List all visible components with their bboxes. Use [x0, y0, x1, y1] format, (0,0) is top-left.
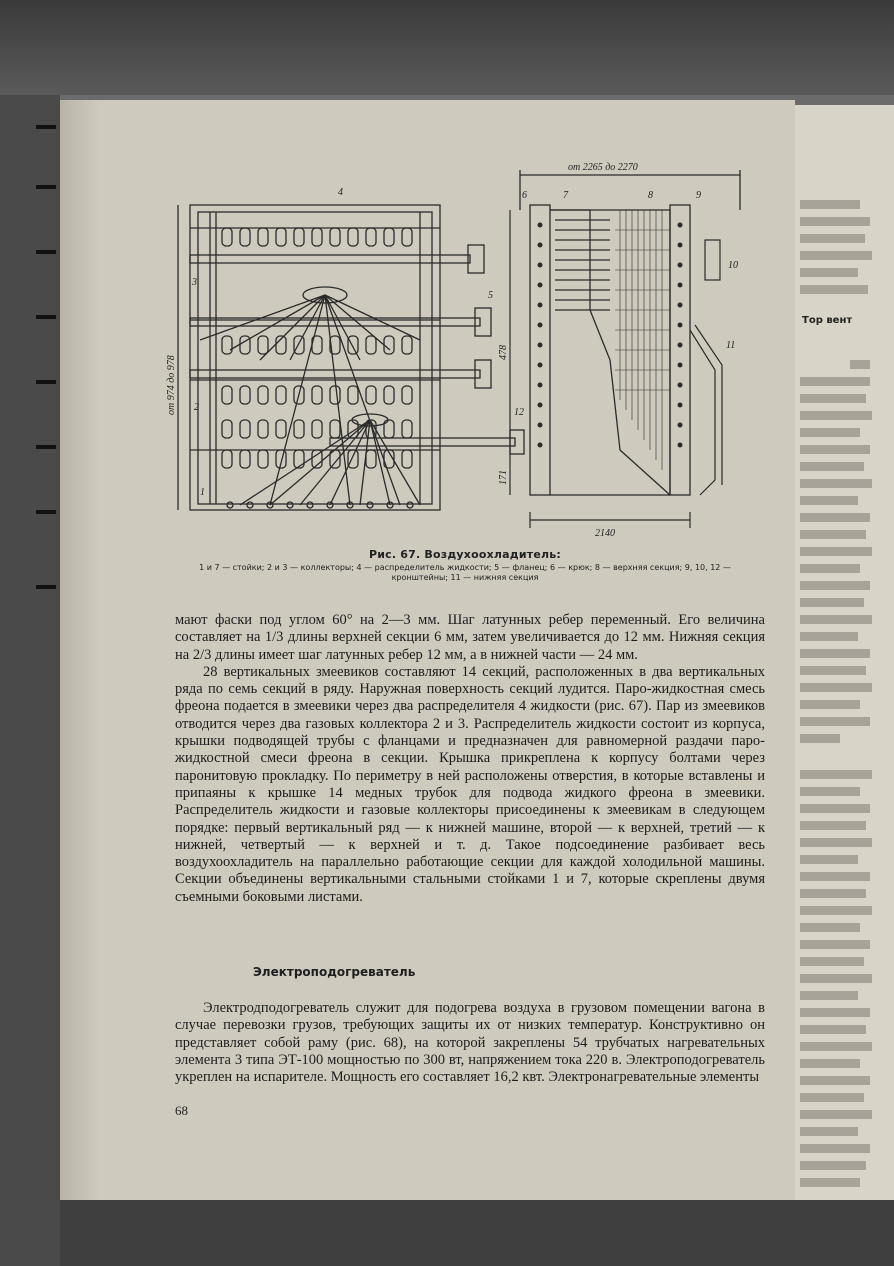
paragraph: 28 вертикальных змеевиков составляют 14 секций, расположенных в два вертикальных ряда по семь секций в ряду. Наружная поверхность секций лудится. Паро-жидкостная смесь фреона подается в змеевики через два распределителя 4 жидкости (рис. 67). Пар из змеевиков отводится через два газовых коллектора 2 и 3. Распределитель жидкости состоит из корпуса, крышки подводящей трубы с фланцами и предназначен для равномерной раздачи паро-жидкостной смеси фреона в секции. Крышка прикреплена к корпусу болтами через паронитовую прокладку. По периметру в ней расположены отверстия, в которые вставлены и припаяны к крышке 14 медных трубок для подвода жидкого фреона в змеевики. Распределитель жидкости и газовые коллекторы присоединены к змеевикам в следующем порядке: первый вертикальный ряд — к нижней машине, второй — к верхней, третий — к нижней, четвертый — к верхней и т. д. Такое подсоединение разбивает весь воздухоохладитель на параллельно работающие секции для каждой холодильной машины. Секции объединены вертикальными стальными стойками 1 и 7, которые скреплены двумя съемными боковыми листами. — [175, 663, 765, 905]
callout-6: 6 — [522, 190, 527, 201]
body-text-lower — [175, 1000, 765, 1086]
callout-4: 4 — [338, 187, 343, 198]
callout-10: 10 — [728, 260, 738, 271]
air-cooler-drawing — [166, 150, 760, 550]
dimension-top: от 2265 до 2270 — [568, 162, 638, 173]
scan-background-top — [0, 0, 894, 95]
adjacent-page — [790, 105, 894, 1200]
callout-12: 12 — [514, 407, 524, 418]
body-text-upper — [175, 612, 765, 906]
figure-caption-legend: 1 и 7 — стойки; 2 и 3 — коллекторы; 4 — распределитель жидкости; 5 — фланец; 6 — крюк; 8 — верхняя секция; 9, 10, 12 — кронштейны; 11 — нижняя секция — [199, 563, 731, 582]
page-number: 68 — [175, 1103, 188, 1118]
figure-caption — [175, 548, 755, 583]
adjacent-page-heading: Тор вент — [802, 315, 853, 326]
book-spine-edge — [0, 95, 60, 1266]
dimension-478: 478 — [498, 345, 509, 360]
dimension-bottom: 2140 — [595, 528, 615, 539]
callout-8: 8 — [648, 190, 653, 201]
callout-5: 5 — [488, 290, 493, 301]
paragraph: мают фаски под углом 60° на 2—3 мм. Шаг латунных ребер переменный. Его величина составляет на 1/3 длины верхней секции 6 мм, затем увеличивается до 12 мм. Нижняя секция на 2/3 длины имеет шаг латунных ребер 12 мм, а в нижней части — 24 мм. — [175, 612, 765, 663]
callout-7: 7 — [563, 190, 568, 201]
callout-3: 3 — [192, 277, 197, 288]
callout-1: 1 — [200, 487, 205, 498]
scan-background-bottom — [60, 1200, 894, 1266]
section-heading: Электроподогреватель — [253, 965, 416, 979]
callout-11: 11 — [726, 340, 736, 351]
callout-9: 9 — [696, 190, 701, 201]
paragraph: Электродподогреватель служит для подогрева воздуха в грузовом помещении вагона в случае перевозки грузов, требующих защиты их от низких температур. Конструктивно он представляет собой раму (рис. 68), на которой закреплены 54 трубчатых нагревательных элемента 3 типа ЭТ-100 мощностью по 300 вт, напряжением тока 220 в. Электроподогреватель укреплен на испарителе. Мощность его составляет 16,2 квт. Электронагревательные элементы — [175, 1000, 765, 1086]
figure-caption-title: Рис. 67. Воздухоохладитель: — [368, 548, 562, 561]
callout-2: 2 — [194, 402, 199, 413]
dimension-171: 171 — [498, 470, 509, 485]
dimension-left: от 974 до 978 — [166, 355, 177, 415]
